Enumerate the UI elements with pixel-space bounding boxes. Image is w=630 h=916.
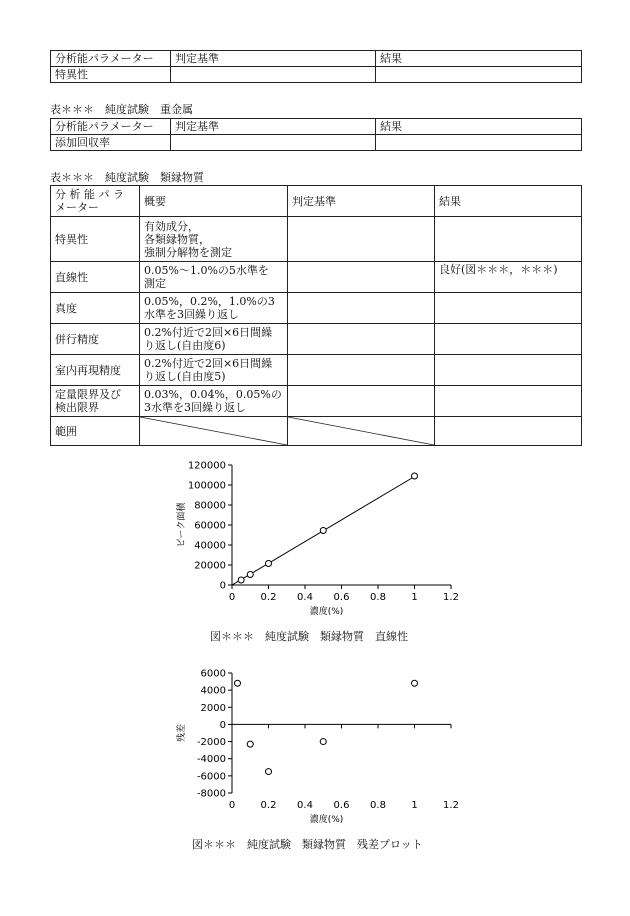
table-row <box>51 217 582 262</box>
table-row <box>51 386 582 417</box>
table-header-row <box>51 186 582 217</box>
y-tick-label: -8000 <box>196 788 226 800</box>
data-point <box>266 561 272 567</box>
table-cell: 0.2%付近で2回×6日間繰 り返し(自由度6) <box>140 324 288 355</box>
table-cell: 特異性 <box>51 217 140 262</box>
x-tick-label: 1 <box>411 800 418 811</box>
table-cell: 真度 <box>51 293 140 324</box>
table-cell <box>435 293 582 324</box>
table-cell: 室内再現精度 <box>51 355 140 386</box>
table-cell: 0.05%～1.0%の5水準を 測定 <box>140 262 288 293</box>
data-point <box>266 769 272 775</box>
y-axis-label: ピーク面積 <box>177 502 187 548</box>
x-tick-label: 1 <box>411 592 418 603</box>
y-tick-label: 0 <box>219 719 226 731</box>
table-cell: 併行精度 <box>51 324 140 355</box>
residual-chart-caption: 図＊＊＊ 純度試験 類縁物質 残差プロット <box>192 838 423 851</box>
header-cell: 分析能パラメーター <box>51 51 171 67</box>
x-tick-label: 0.8 <box>370 800 386 811</box>
table-cell: 添加回収率 <box>51 135 171 151</box>
x-tick-label: 0.4 <box>297 592 313 603</box>
header-cell: 判定基準 <box>171 119 376 135</box>
table-cell <box>435 386 582 417</box>
table-cell <box>435 324 582 355</box>
table-cell: 0.05%，0.2%，1.0%の3 水準を3回繰り返し <box>140 293 288 324</box>
data-point <box>412 680 418 686</box>
table-cell: 直線性 <box>51 262 140 293</box>
header-cell: 結果 <box>435 186 582 217</box>
data-point <box>247 572 253 578</box>
y-tick-label: 60000 <box>194 520 226 532</box>
x-tick-label: 1.2 <box>443 800 459 811</box>
y-tick-label: 20000 <box>194 560 226 572</box>
linearity-chart <box>160 455 480 625</box>
data-point <box>234 680 240 686</box>
y-tick-label: -4000 <box>196 754 226 766</box>
table-cell: 特異性 <box>51 67 171 83</box>
table-specificity <box>50 50 582 83</box>
table-cell <box>288 386 435 417</box>
table-cell <box>288 293 435 324</box>
y-tick-label: 2000 <box>200 702 226 714</box>
table-row <box>51 417 582 446</box>
data-point <box>247 741 253 747</box>
table-cell: 0.03%，0.04%，0.05%の 3水準を3回繰り返し <box>140 386 288 417</box>
x-tick-label: 0.6 <box>333 800 350 811</box>
table-cell <box>435 217 582 262</box>
x-tick-label: 0.4 <box>297 800 313 811</box>
table-row <box>51 262 582 293</box>
residual-chart <box>160 663 480 833</box>
table-cell <box>288 217 435 262</box>
y-tick-label: 0 <box>219 580 226 592</box>
table-cell: 定量限界及び 検出限界 <box>51 386 140 417</box>
header-cell: 概要 <box>140 186 288 217</box>
y-tick-label: -2000 <box>196 737 226 749</box>
table-cell <box>288 324 435 355</box>
x-axis-label: 濃度(%) <box>309 815 344 825</box>
table-cell: 有効成分， 各類縁物質， 強制分解物を測定 <box>140 217 288 262</box>
header-cell: 結果 <box>376 51 582 67</box>
y-tick-label: 120000 <box>187 460 226 472</box>
x-tick-label: 0.2 <box>260 592 277 603</box>
linearity-chart-caption: 図＊＊＊ 純度試験 類縁物質 直線性 <box>210 630 408 643</box>
x-tick-label: 1.2 <box>443 592 459 603</box>
x-tick-label: 0.6 <box>333 592 350 603</box>
table-cell: 0.2%付近で2回×6日間繰 り返し(自由度5) <box>140 355 288 386</box>
x-tick-label: 0 <box>228 592 236 603</box>
data-point <box>412 473 418 479</box>
y-tick-label: 6000 <box>200 668 226 680</box>
diagonal-slash-cell <box>288 417 435 446</box>
table-cell: 範囲 <box>51 417 140 446</box>
data-point <box>320 528 326 534</box>
header-cell: 判定基準 <box>171 51 376 67</box>
header-cell: 判定基準 <box>288 186 435 217</box>
table-cell <box>435 355 582 386</box>
header-cell: 分析能パラメーター <box>51 119 171 135</box>
header-cell: 結果 <box>376 119 582 135</box>
table-caption-related-substances: 表＊＊＊ 純度試験 類縁物質 <box>50 171 204 184</box>
x-tick-label: 0.2 <box>260 800 277 811</box>
table-cell <box>171 135 376 151</box>
data-point <box>238 577 244 583</box>
table-row <box>51 67 582 83</box>
table-header-row <box>51 119 582 135</box>
y-tick-label: 4000 <box>200 685 226 697</box>
table-cell <box>288 262 435 293</box>
x-axis-label: 濃度(%) <box>309 607 344 617</box>
table-cell <box>376 135 582 151</box>
table-row <box>51 355 582 386</box>
header-cell: 分 析 能 パ ラ メーター <box>51 186 140 217</box>
table-cell <box>376 67 582 83</box>
y-tick-label: 80000 <box>194 500 226 512</box>
table-cell <box>171 67 376 83</box>
y-axis-label: 残差 <box>177 723 187 743</box>
x-tick-label: 0 <box>228 800 236 811</box>
table-heavy-metals <box>50 118 582 151</box>
table-related-substances <box>50 185 582 446</box>
table-row <box>51 293 582 324</box>
y-tick-label: -6000 <box>196 771 226 783</box>
y-tick-label: 40000 <box>194 540 226 552</box>
table-cell: 良好(図＊＊＊，＊＊＊) <box>435 262 582 293</box>
diagonal-slash-cell <box>140 417 288 446</box>
table-header-row <box>51 51 582 67</box>
data-point <box>320 739 326 745</box>
x-tick-label: 0.8 <box>370 592 386 603</box>
table-row <box>51 324 582 355</box>
table-cell <box>435 417 582 446</box>
table-cell <box>288 355 435 386</box>
table-caption-heavy-metals: 表＊＊＊ 純度試験 重金属 <box>50 103 193 116</box>
table-row <box>51 135 582 151</box>
y-tick-label: 100000 <box>187 480 226 492</box>
